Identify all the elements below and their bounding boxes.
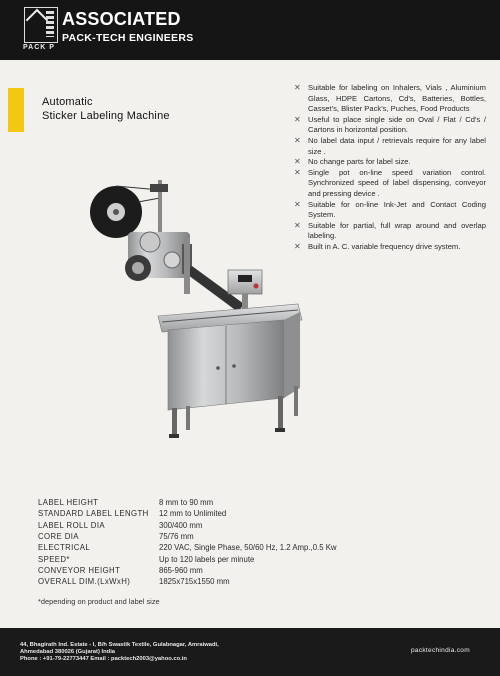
table-row: ELECTRICAL 220 VAC, Single Phase, 50/60 Hz, 1.2 Amp.,0.5 Kw <box>38 543 337 553</box>
bullet-icon: ✕ <box>294 199 301 209</box>
header-bar <box>0 0 500 60</box>
company-logo-icon <box>24 7 58 43</box>
product-title-line1: Automatic <box>42 96 93 108</box>
footer-bar <box>0 628 500 676</box>
feature-list <box>294 83 486 253</box>
logo-text: PACK P <box>23 44 55 51</box>
bullet-icon: ✕ <box>294 83 301 92</box>
feature-item: ✕ Suitable for on-line Ink-Jet and Contact Coding System. <box>294 199 486 220</box>
bullet-icon: ✕ <box>294 114 301 124</box>
table-row: LABEL HEIGHT 8 mm to 90 mm <box>38 498 214 508</box>
feature-item: ✕ Suitable for partial, full wrap around and overlap labeling. <box>294 220 486 241</box>
feature-item: ✕ Single pot on-line speed variation control. Synchronized speed of label dispensing, conveyor and pressing device . <box>294 167 486 198</box>
feature-item: ✕ No change parts for label size. <box>294 157 411 167</box>
labeling-machine-illustration <box>88 160 318 450</box>
bullet-icon: ✕ <box>294 220 301 230</box>
company-tagline: PACK-TECH ENGINEERS <box>62 32 194 44</box>
feature-item: ✕ Useful to place single side on Oval / Flat / Cd's / Cartons in horizontal position. <box>294 114 486 135</box>
bullet-icon: ✕ <box>294 167 301 177</box>
website-link[interactable]: packtechindia.com <box>411 647 470 654</box>
bullet-icon: ✕ <box>294 157 301 167</box>
table-row: STANDARD LABEL LENGTH 12 mm to Unlimited <box>38 509 227 519</box>
bullet-icon: ✕ <box>294 241 301 251</box>
feature-item: ✕ Built in A. C. variable frequency drive system. <box>294 241 461 251</box>
contact-address: 44, Bhagirath Ind. Estate - I, B/h Swastik Textile, Gulabnagar, Amraiwadi, Ahmedabad 380026 (Gujarat) India Phone : +91-79-22773447 Email : packtech2003@yahoo.co.in <box>20 642 219 662</box>
feature-item: ✕ Suitable for labeling on Inhalers, Vials , Aluminium Glass, HDPE Cartons, Cd's, Batteries, Bottles, Casset's, Blister Pack's, Puches, Food Products <box>294 83 486 114</box>
table-row: SPEED* Up to 120 labels per minute <box>38 554 255 564</box>
feature-item: ✕ No label data input / retrievals require for any label size . <box>294 135 486 156</box>
table-row: LABEL ROLL DIA 300/400 mm <box>38 520 203 530</box>
accent-bar <box>8 88 24 132</box>
table-row: CONVEYOR HEIGHT 865-960 mm <box>38 565 203 575</box>
bullet-icon: ✕ <box>294 135 301 145</box>
table-row: CORE DIA 75/76 mm <box>38 532 194 542</box>
specification-table <box>38 497 337 587</box>
table-row: OVERALL DIM.(LxWxH) 1825x715x1550 mm <box>38 577 230 587</box>
company-name: ASSOCIATED <box>62 9 181 29</box>
footnote: *depending on product and label size <box>38 597 160 606</box>
product-title-line2: Sticker Labeling Machine <box>42 110 170 122</box>
